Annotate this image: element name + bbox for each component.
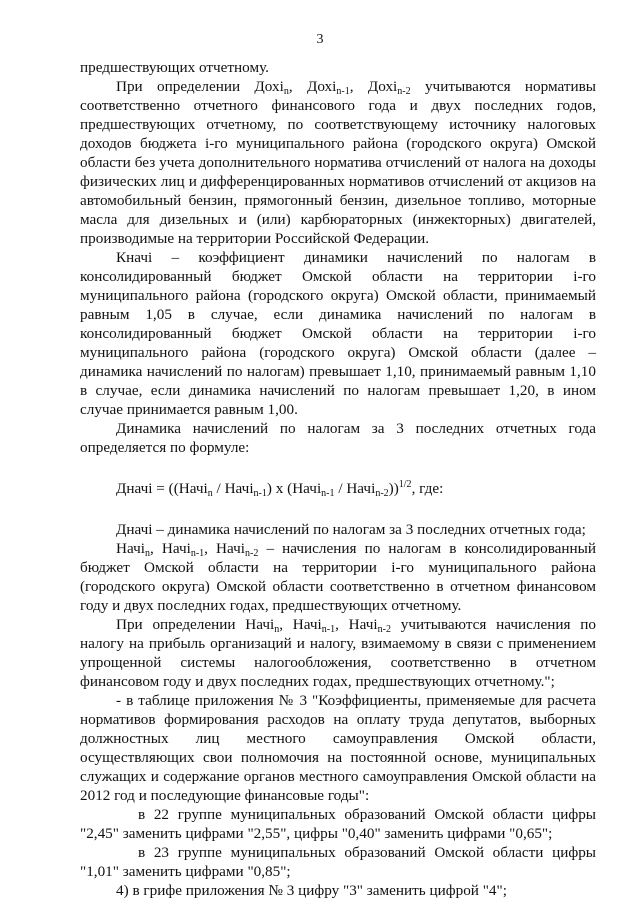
- paragraph-coefficient-definition: Кначі – коэффициент динамики начислений по налогам в консолидированный бюджет Омской области на территории і-го муниципального района (городского округа) Омской области, принимаемый равным 1,05 в случае, если динамика начислений по налогам в консолидированный бюджет Омской области на территории і-го муниципального района (городского округа) Омской области (далее – динамика начислений по налогам) превышает 1,10, принимаемый равным 1,10 в случае, если динамика начислений по налогам превышает 1,20, в ином случае принимается равным 1,00.: [80, 249, 596, 418]
- paragraph-dynamics-intro: Динамика начислений по налогам за 3 последних отчетных года определяется по формуле:: [80, 420, 596, 456]
- page-number: 3: [316, 32, 324, 47]
- paragraph-seal-amendment: 4) в грифе приложения № 3 цифру "3" заменить цифрой "4";: [116, 882, 507, 899]
- document-body: [80, 58, 596, 900]
- dynamics-formula: Дначі = ((Начі$_n$ / Начі$_{n-1}$) x (Начі$_{n-1}$ / Начі$_{n-2}$))$^{1/2}$, где:: [116, 479, 444, 499]
- paragraph-dynamics-definition: Дначі – динамика начислений по налогам за 3 последних отчетных года;: [116, 521, 586, 538]
- paragraph-group-22: в 22 группе муниципальных образований Омской области цифры "2,45" заменить цифрами "2,55", цифры "0,40" заменить цифрами "0,65";: [80, 806, 596, 842]
- paragraph-table-amendment: - в таблице приложения № 3 "Коэффициенты, применяемые для расчета нормативов формирования расходов на оплату труда депутатов, выборных должностных лиц местного самоуправления Омской области, осуществляющих свои полномочия на постоянной основе, муниципальных служащих и содержание органов местного самоуправления Омской области на 2012 год и последующие финансовые годы":: [80, 692, 596, 804]
- paragraph-accruals-rules: При определении Начі$_n$, Начі$_{n-1}$, Начі$_{n-2}$ учитываются начисления по налогу на прибыль организаций и налогу, взимаемому в связи с применением упрощенной системы налогообложения, соответственно в отчетном финансовом году и двух последних годах, предшествующих отчетному.";: [80, 616, 596, 690]
- paragraph-accruals-definition: Начі$_n$, Начі$_{n-1}$, Начі$_{n-2}$ – начисления по налогам в консолидированный бюджет Омской области на территории і-го муниципального района (городского округа) Омской области соответственно в отчетном финансовом году и двух последних годах, предшествующих отчетному.: [80, 540, 596, 614]
- paragraph-continuation: предшествующих отчетному.: [80, 59, 269, 76]
- paragraph-income-definition: При определении Дохі$_n$, Дохі$_{n-1}$, Дохі$_{n-2}$ учитываются нормативы соответственно отчетного финансового года и двух последних годов, предшествующих отчетному, по соответствующему источнику налоговых доходов бюджета і-го муниципального района (городского округа) Омской области без учета дополнительного норматива отчислений от налога на доходы физических лиц и дифференцированных нормативов отчислений от акцизов на автомобильный бензин, прямогонный бензин, дизельное топливо, моторные масла для дизельных и (или) карбюраторных (инжекторных) двигателей, производимые на территории Российской Федерации.: [80, 78, 597, 247]
- paragraph-group-23: в 23 группе муниципальных образований Омской области цифры "1,01" заменить цифрами "0,85";: [80, 844, 596, 880]
